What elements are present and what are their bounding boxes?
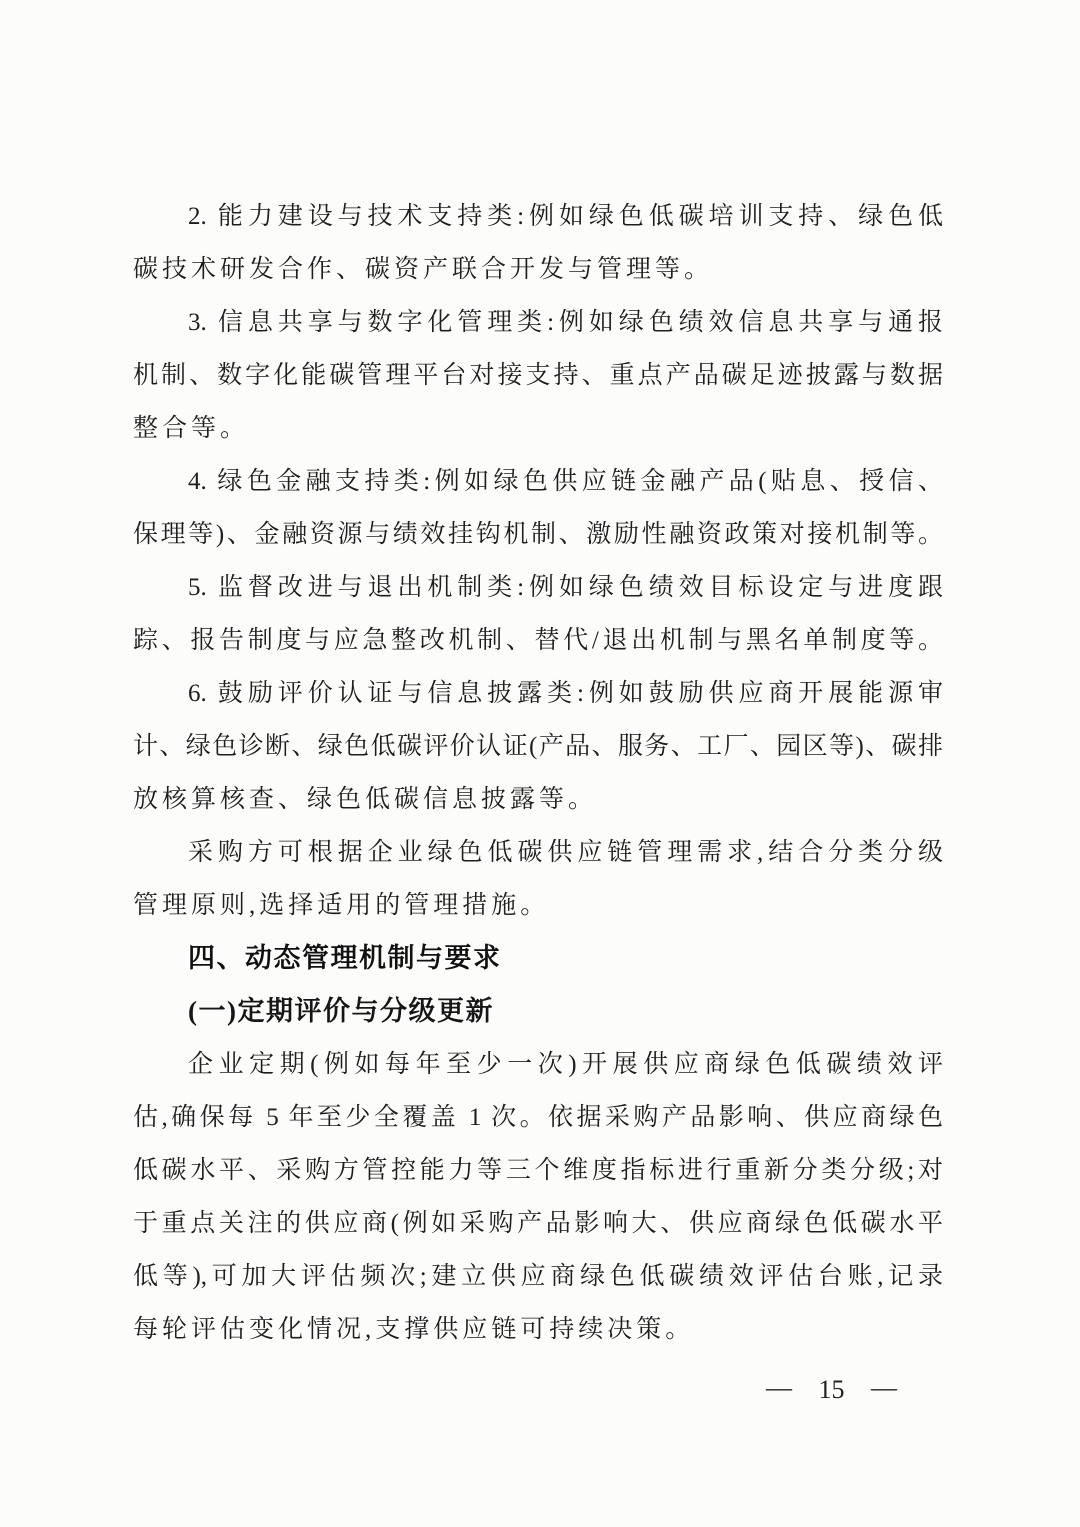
text-line: 6. 鼓励评价认证与信息披露类:例如鼓励供应商开展能源审 — [188, 680, 943, 707]
footer-dash-right: — — [871, 1373, 897, 1402]
text-line: 低等),可加大评估频次;建立供应商绿色低碳绩效评估台账,记录 — [133, 1263, 943, 1290]
footer-dash-left: — — [766, 1373, 792, 1402]
text-line: 采购方可根据企业绿色低碳供应链管理需求,结合分类分级 — [188, 839, 943, 866]
text-line: 管理原则,选择适用的管理措施。 — [133, 892, 550, 919]
text-line: 整合等。 — [133, 415, 250, 442]
text-line: 于重点关注的供应商(例如采购产品影响大、供应商绿色低碳水平 — [133, 1210, 943, 1237]
text-line: 碳技术研发合作、碳资产联合开发与管理等。 — [133, 256, 714, 283]
text-line: 低碳水平、采购方管控能力等三个维度指标进行重新分类分级;对 — [133, 1157, 943, 1184]
page-footer — [133, 1370, 943, 1410]
text-line: 每轮评估变化情况,支撑供应链可持续决策。 — [133, 1316, 695, 1343]
text-line: 企业定期(例如每年至少一次)开展供应商绿色低碳绩效评 — [188, 1051, 943, 1078]
text-line: 保理等)、金融资源与绩效挂钩机制、激励性融资政策对接机制等。 — [133, 521, 943, 548]
text-line: 计、绿色诊断、绿色低碳评价认证(产品、服务、工厂、园区等)、碳排 — [133, 733, 943, 760]
section-heading: 四、动态管理机制与要求 — [188, 943, 502, 973]
subsection-heading: (一)定期评价与分级更新 — [188, 996, 494, 1026]
text-line: 3. 信息共享与数字化管理类:例如绿色绩效信息共享与通报 — [188, 309, 943, 336]
text-line: 5. 监督改进与退出机制类:例如绿色绩效目标设定与进度跟 — [188, 574, 943, 601]
text-line: 放核算核查、绿色低碳信息披露等。 — [133, 786, 598, 813]
text-line: 2. 能力建设与技术支持类:例如绿色低碳培训支持、绿色低 — [188, 203, 943, 230]
text-line: 踪、报告制度与应急整改机制、替代/退出机制与黑名单制度等。 — [133, 627, 943, 654]
page-number: 15 — [818, 1375, 845, 1404]
text-line: 4. 绿色金融支持类:例如绿色供应链金融产品(贴息、授信、 — [188, 468, 943, 495]
text-line: 估,确保每 5 年至少全覆盖 1 次。依据采购产品影响、供应商绿色 — [133, 1104, 943, 1131]
text-line: 机制、数字化能碳管理平台对接支持、重点产品碳足迹披露与数据 — [133, 362, 943, 389]
document-text-block — [133, 190, 943, 1356]
